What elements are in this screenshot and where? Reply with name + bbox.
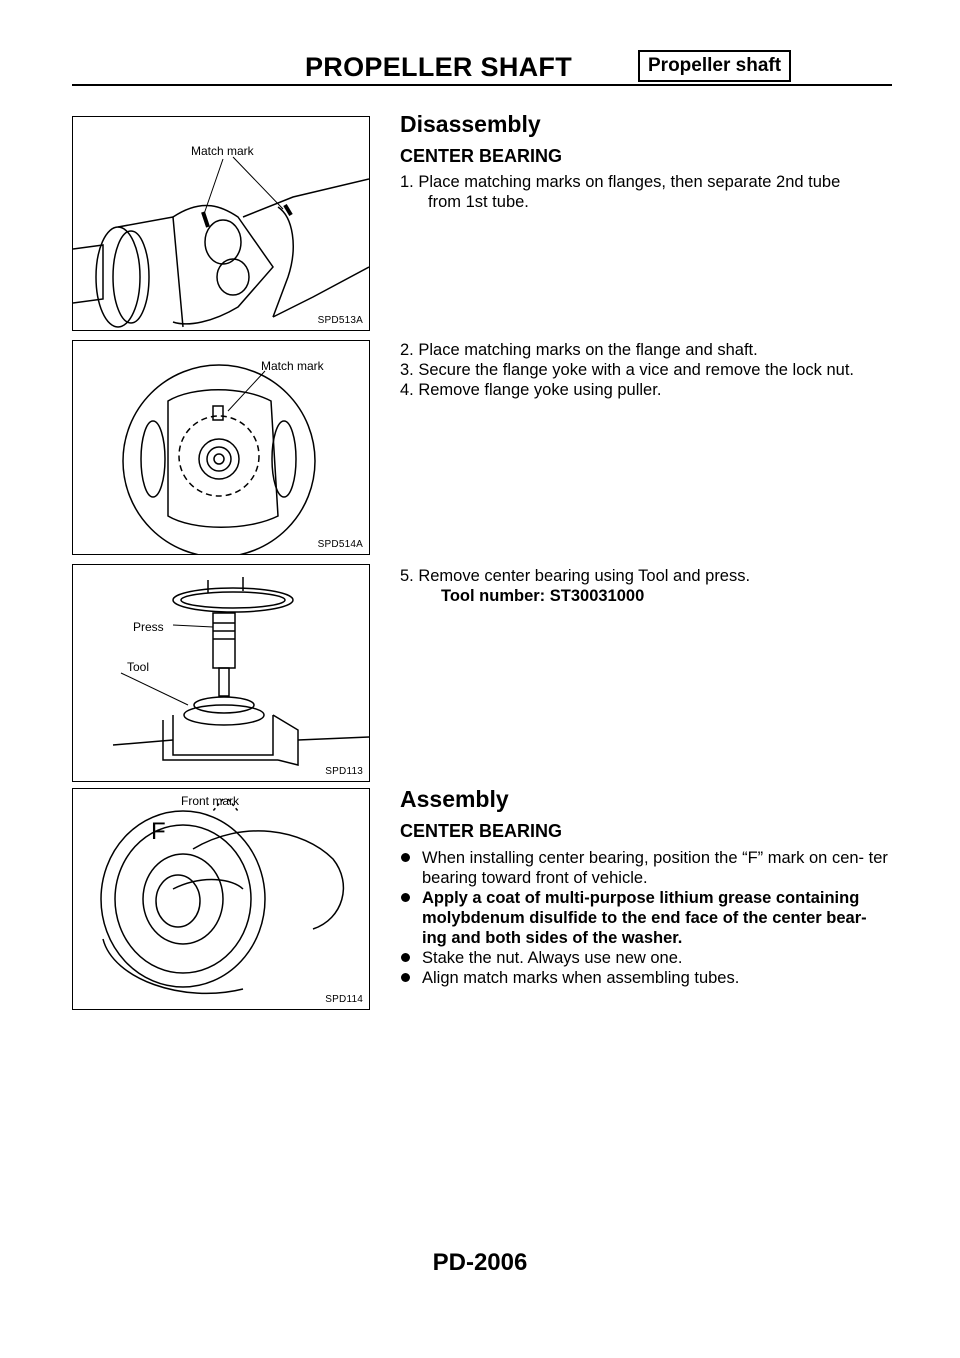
step-1 [400,172,892,212]
step-4: 4. Remove flange yoke using puller. [400,381,662,399]
step-1-line-1: 1. Place matching marks on flanges, then separate 2nd tube [400,173,841,191]
bullet-icon [401,973,410,982]
list-item: Apply a coat of multi-purpose lithium grease containing molybdenum disulfide to the end face of the center bear- ing and both sides of the washer. [400,888,892,948]
assembly-heading: Assembly [400,786,509,812]
assembly-subheading: CENTER BEARING [400,821,563,841]
match-mark-label: Match mark [191,144,254,158]
page-number: PD-2006 [432,1249,528,1276]
match-mark-label: Match mark [261,359,324,373]
figure-code: SPD113 [325,766,363,777]
bullet-icon [401,893,410,902]
f-mark: F [151,818,166,845]
step-2: 2. Place matching marks on the flange and shaft. [400,341,758,359]
list-item: Stake the nut. Always use new one. [400,948,892,968]
list-item: Align match marks when assembling tubes. [400,968,892,988]
figure-code: SPD514A [317,539,363,550]
steps-2-4 [400,340,892,400]
section-tag: Propeller shaft [638,50,791,82]
header-rule [72,84,892,86]
disassembly-subheading: CENTER BEARING [400,146,563,166]
bullet-icon [401,853,410,862]
step-1-line-2: from 1st tube. [428,193,529,211]
assembly-bullet-list [400,848,892,988]
center-bearing-illustration [73,789,369,1009]
disassembly-heading: Disassembly [400,111,541,137]
bullet-icon [401,953,410,962]
step-3: 3. Secure the flange yoke with a vice and remove the lock nut. [400,361,855,379]
page-header [72,50,892,90]
front-mark-label: Front mark [181,794,240,808]
figure-code: SPD513A [317,315,363,326]
tool-number: Tool number: ST30031000 [441,587,645,605]
press-illustration [73,565,369,781]
figure-spd113 [72,564,370,782]
press-label: Press [133,620,164,634]
figure-spd513a [72,116,370,331]
figure-spd114 [72,788,370,1010]
section-title: PROPELLER SHAFT [305,52,573,82]
step-5: 5. Remove center bearing using Tool and press. [400,567,751,585]
shaft-joint-illustration [73,117,369,330]
figure-code: SPD114 [325,994,363,1005]
list-item: When installing center bearing, position the “F” mark on cen- ter bearing toward front of vehicle. [400,848,892,888]
flange-illustration [73,341,369,554]
tool-label: Tool [127,660,150,674]
figure-spd514a [72,340,370,555]
